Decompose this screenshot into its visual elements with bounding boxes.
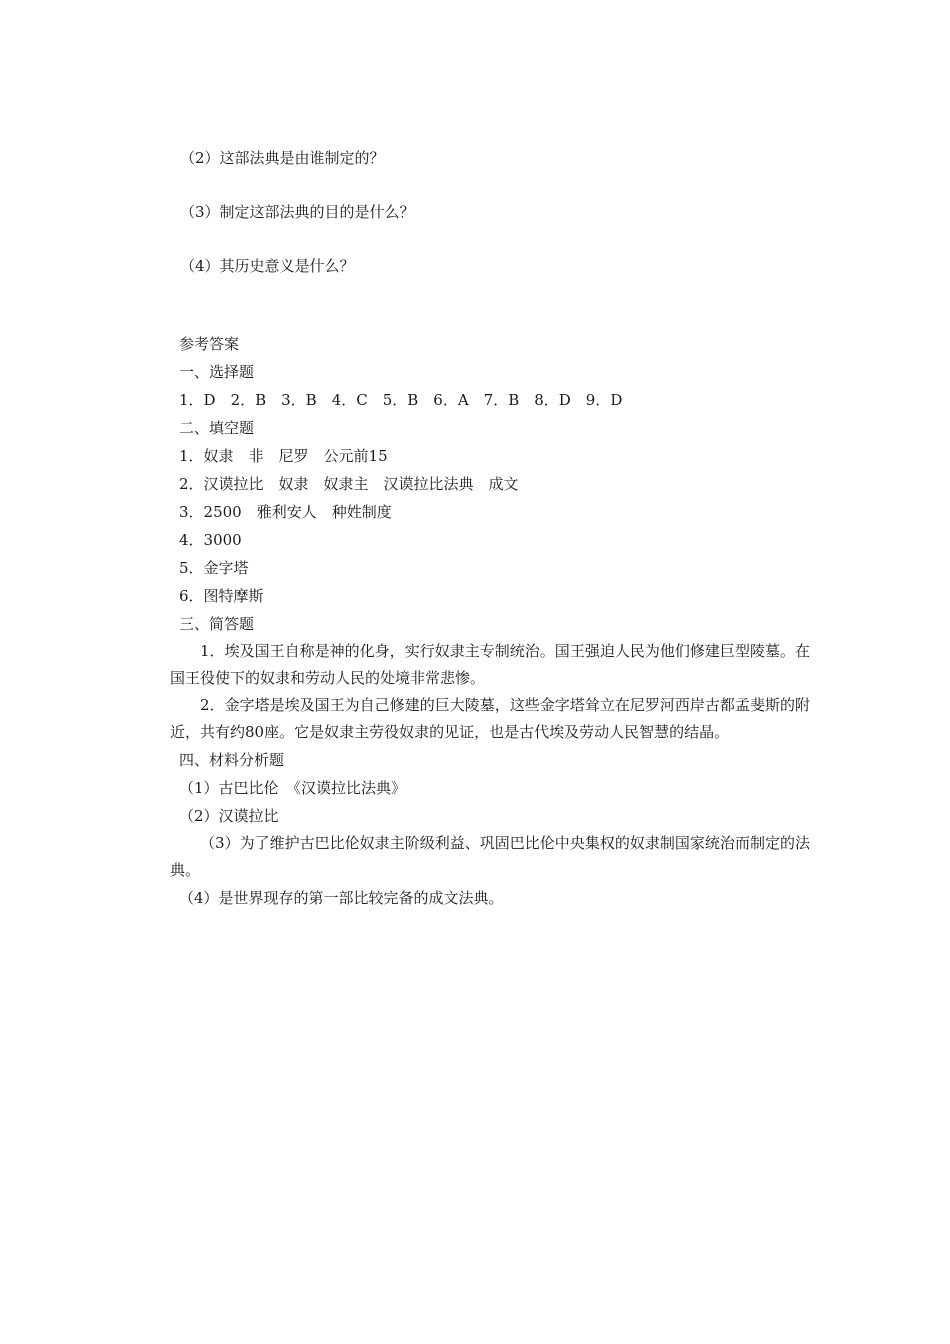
answer-key-title: 参考答案 <box>179 335 240 353</box>
material-answer-4: （4）是世界现存的第一部比较完备的成文法典。 <box>179 889 504 907</box>
fill-answer-5: 5．金字塔 <box>179 559 249 577</box>
fill-answer-4: 4．3000 <box>179 531 242 549</box>
material-answer-1: （1）古巴比伦 《汉谟拉比法典》 <box>179 779 407 797</box>
choice-answers: 1．D 2．B 3．B 4．C 5．B 6．A 7．B 8．D 9．D <box>179 391 623 409</box>
fill-answer-1: 1．奴隶 非 尼罗 公元前15 <box>179 447 388 465</box>
fill-answer-6: 6．图特摩斯 <box>179 587 264 605</box>
section-heading-material: 四、材料分析题 <box>179 751 285 769</box>
short-answer-2: 2．金字塔是埃及国王为自己修建的巨大陵墓，这些金字塔耸立在尼罗河西岸古都孟斐斯的附近，共有约80座。它是奴隶主劳役奴隶的见证，也是古代埃及劳动人民智慧的结晶。 <box>170 696 810 741</box>
fill-answer-2: 2．汉谟拉比 奴隶 奴隶主 汉谟拉比法典 成文 <box>179 475 519 493</box>
fill-answer-3: 3．2500 雅利安人 种姓制度 <box>179 503 392 521</box>
material-answer-3: （3）为了维护古巴比伦奴隶主阶级利益、巩固巴比伦中央集权的奴隶制国家统治而制定的法典。 <box>170 834 810 879</box>
question-3: （3）制定这部法典的目的是什么？ <box>180 203 415 221</box>
section-heading-short: 三、简答题 <box>179 615 255 633</box>
short-answer-1: 1．埃及国王自称是神的化身，实行奴隶主专制统治。国王强迫人民为他们修建巨型陵墓。在国王役使下的奴隶和劳动人民的处境非常悲惨。 <box>170 642 810 687</box>
material-answer-2: （2）汉谟拉比 <box>179 807 279 825</box>
section-heading-fill: 二、填空题 <box>179 419 255 437</box>
question-4: （4）其历史意义是什么？ <box>180 257 355 275</box>
question-2: （2）这部法典是由谁制定的？ <box>180 149 385 167</box>
answer-key <box>170 330 810 912</box>
section-heading-choice: 一、选择题 <box>179 363 255 381</box>
